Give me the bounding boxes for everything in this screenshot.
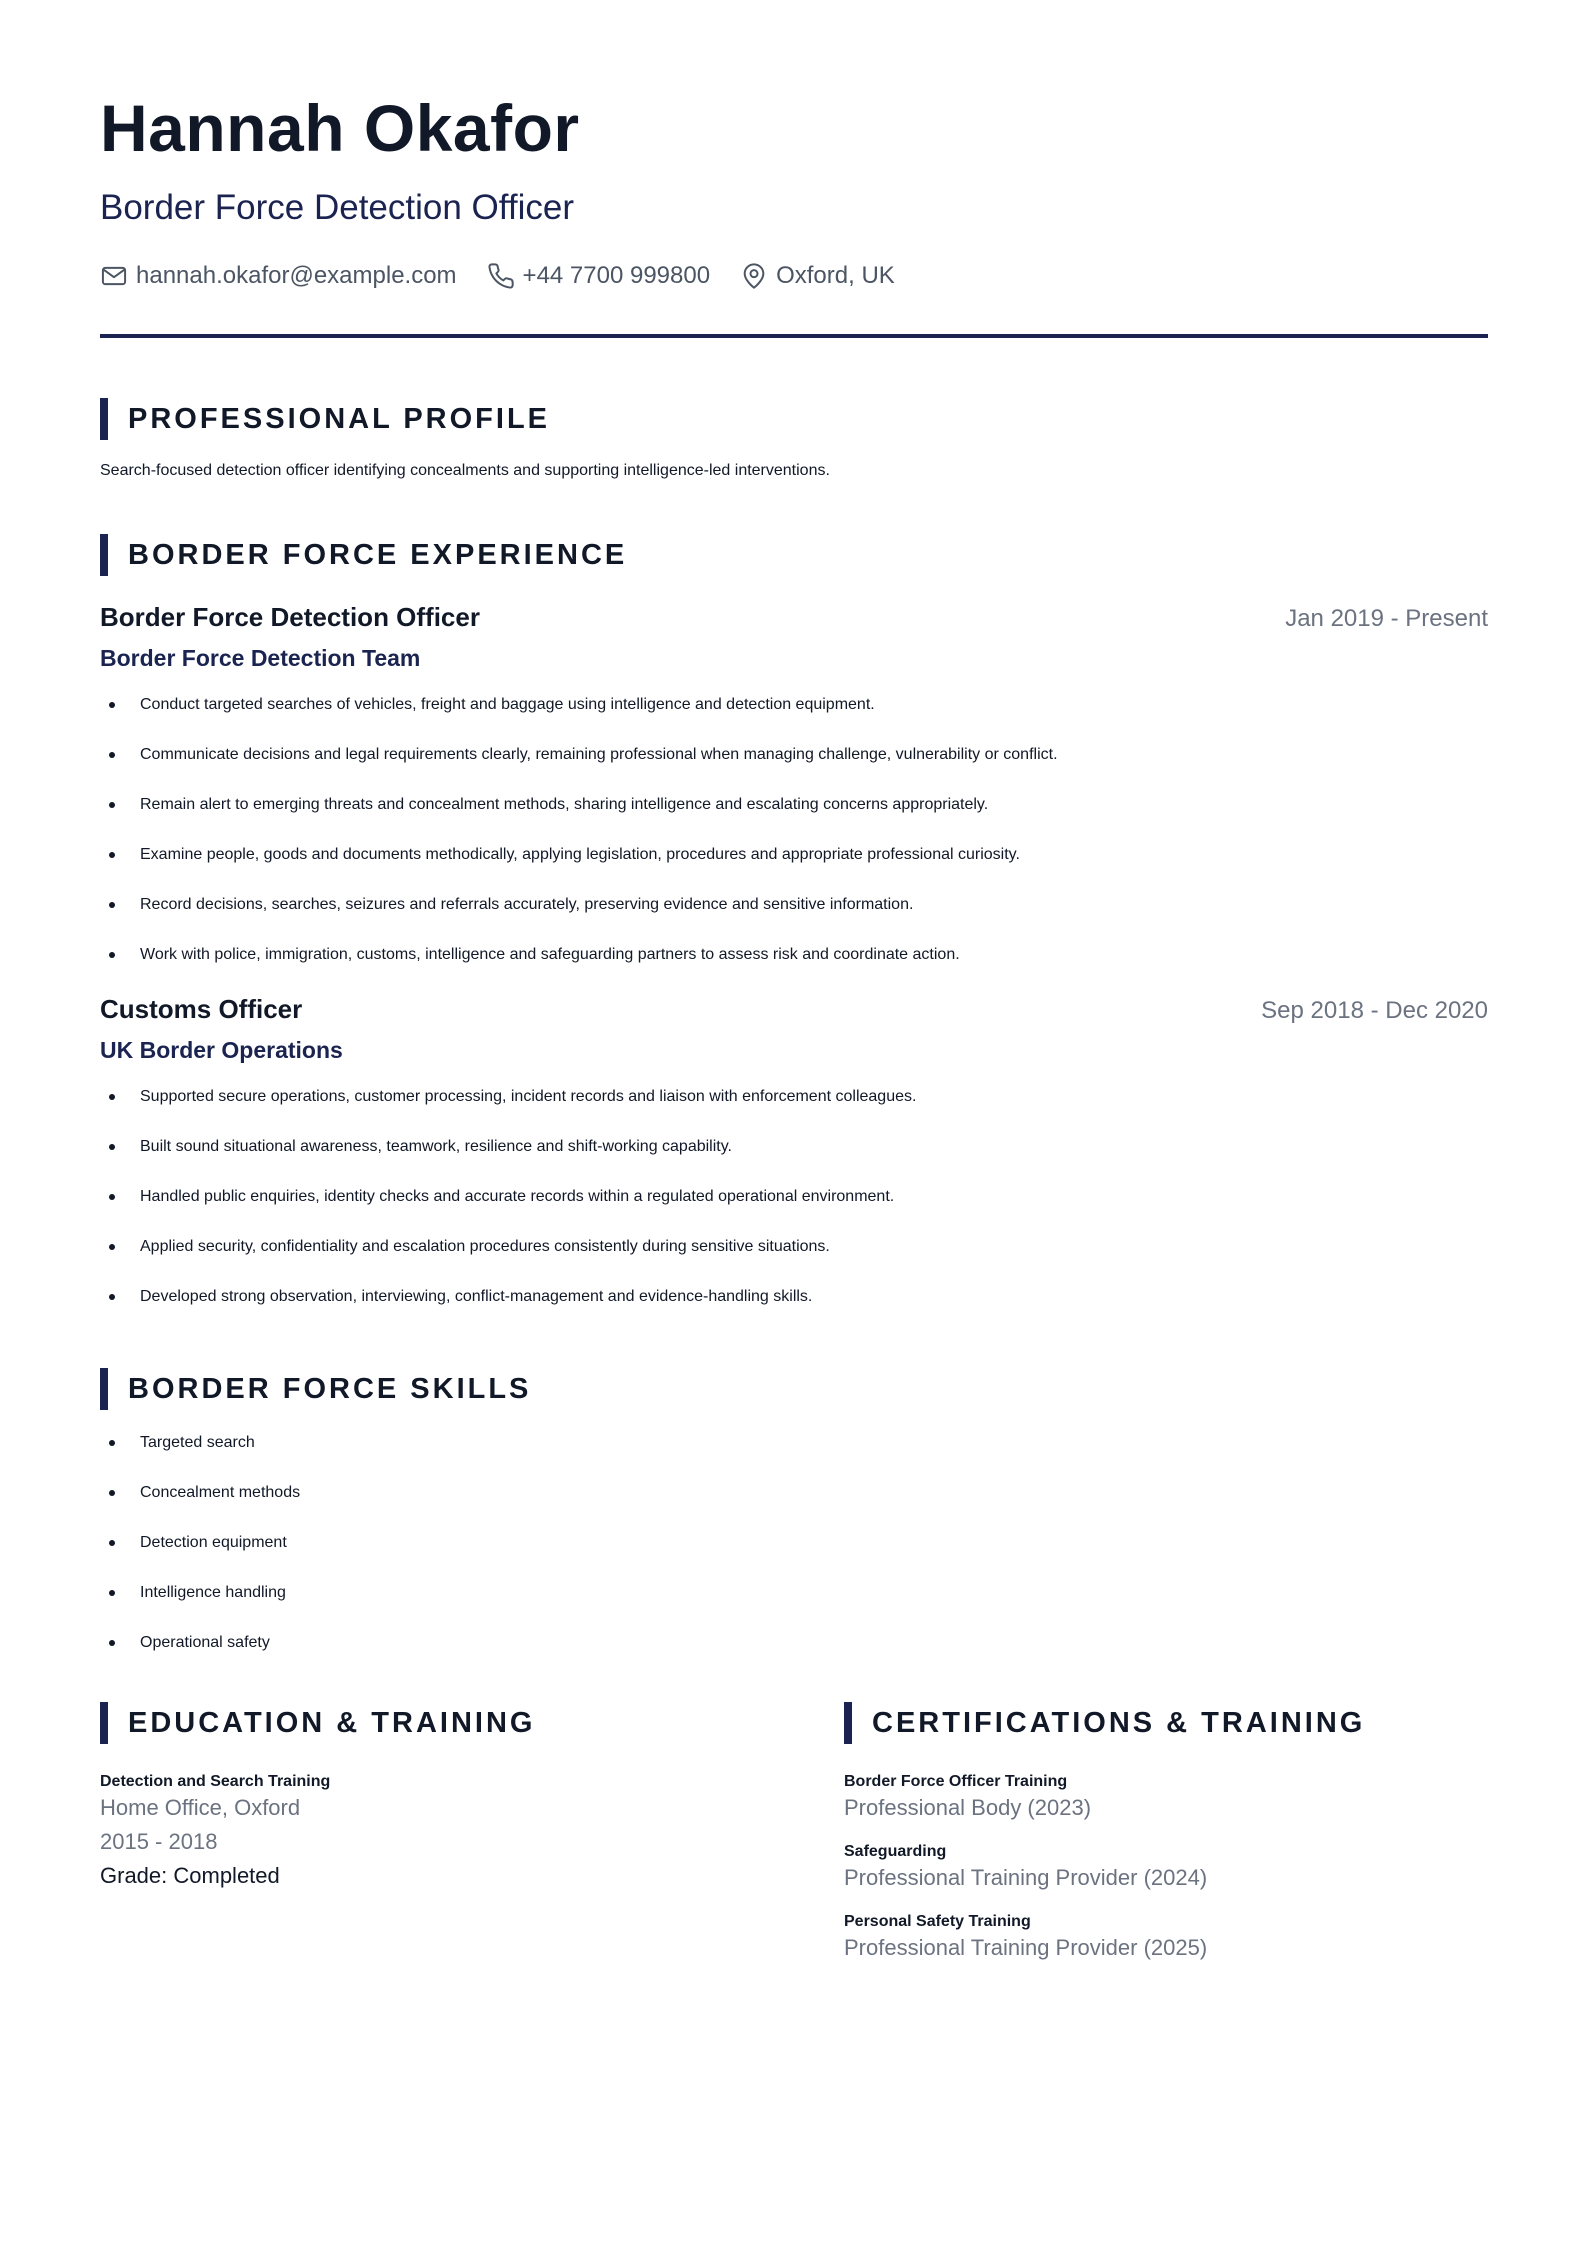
education-entry — [100, 1772, 794, 1892]
contact-info — [100, 260, 1488, 292]
job-dates: Jan 2019 - Present — [1285, 605, 1488, 632]
section-accent-bar — [844, 1702, 852, 1744]
list-item: Record decisions, searches, seizures and referrals accurately, preserving evidence and sensitive information. — [100, 894, 1488, 916]
list-item: Remain alert to emerging threats and concealment methods, sharing intelligence and escalating concerns appropriately. — [100, 794, 1488, 816]
certification-org: Professional Body (2023) — [844, 1795, 1092, 1820]
section-title: PROFESSIONAL PROFILE — [128, 402, 551, 435]
mail-icon — [100, 262, 128, 290]
section-heading — [100, 398, 1488, 440]
contact-phone[interactable] — [487, 260, 711, 292]
list-item: Operational safety — [100, 1632, 1488, 1654]
education-dates: 2015 - 2018 — [100, 1829, 218, 1854]
section-education — [100, 1702, 794, 1964]
certification-entry — [844, 1912, 1488, 1964]
job-entry — [100, 994, 1488, 1308]
section-certifications — [794, 1702, 1488, 1964]
resume-header — [100, 0, 1488, 338]
section-title: BORDER FORCE EXPERIENCE — [128, 538, 628, 571]
section-title: EDUCATION & TRAINING — [128, 1706, 536, 1739]
education-grade: Grade: Completed — [100, 1863, 280, 1888]
section-accent-bar — [100, 1368, 108, 1410]
header-divider — [100, 334, 1488, 338]
skills-list — [100, 1432, 1488, 1654]
job-entry — [100, 602, 1488, 966]
list-item: Examine people, goods and documents methodically, applying legislation, procedures and appropriate professional curiosity. — [100, 844, 1488, 866]
certification-entry — [844, 1772, 1488, 1824]
section-heading — [100, 1368, 1488, 1410]
certification-org: Professional Training Provider (2024) — [844, 1865, 1208, 1890]
phone-text: +44 7700 999800 — [522, 262, 711, 289]
certification-title: Personal Safety Training — [844, 1913, 1031, 1930]
certification-entry — [844, 1842, 1488, 1894]
two-column-section — [100, 1702, 1488, 1964]
job-bullets — [100, 694, 1488, 966]
section-accent-bar — [100, 398, 108, 440]
section-experience — [100, 534, 1488, 1308]
email-text: hannah.okafor@example.com — [136, 262, 457, 289]
list-item: Handled public enquiries, identity checks and accurate records within a regulated operational environment. — [100, 1186, 1488, 1208]
list-item: Intelligence handling — [100, 1582, 1488, 1604]
job-organization: Border Force Detection Team — [100, 645, 421, 671]
list-item: Developed strong observation, interviewing, conflict-management and evidence-handling skills. — [100, 1286, 1488, 1308]
section-profile — [100, 398, 1488, 482]
certification-title: Border Force Officer Training — [844, 1773, 1068, 1790]
list-item: Built sound situational awareness, teamwork, resilience and shift-working capability. — [100, 1136, 1488, 1158]
list-item: Work with police, immigration, customs, intelligence and safeguarding partners to assess risk and coordinate action. — [100, 944, 1488, 966]
section-skills — [100, 1368, 1488, 1654]
list-item: Concealment methods — [100, 1482, 1488, 1504]
job-title: Customs Officer — [100, 994, 303, 1024]
section-heading — [844, 1702, 1488, 1744]
list-item: Communicate decisions and legal requirements clearly, remaining professional when managing challenge, vulnerability or conflict. — [100, 744, 1488, 766]
education-org: Home Office, Oxford — [100, 1795, 301, 1820]
job-organization: UK Border Operations — [100, 1037, 343, 1063]
contact-email[interactable] — [100, 260, 457, 292]
phone-icon — [487, 262, 515, 290]
profile-summary: Search-focused detection officer identifying concealments and supporting intelligence-led interventions. — [100, 462, 830, 479]
contact-location — [740, 260, 895, 292]
section-accent-bar — [100, 534, 108, 576]
map-pin-icon — [740, 262, 768, 290]
section-heading — [100, 1702, 794, 1744]
list-item: Detection equipment — [100, 1532, 1488, 1554]
section-accent-bar — [100, 1702, 108, 1744]
list-item: Applied security, confidentiality and escalation procedures consistently during sensitive situations. — [100, 1236, 1488, 1258]
location-text: Oxford, UK — [776, 262, 895, 289]
certification-org: Professional Training Provider (2025) — [844, 1935, 1208, 1960]
certification-title: Safeguarding — [844, 1843, 947, 1860]
job-dates: Sep 2018 - Dec 2020 — [1261, 997, 1488, 1024]
education-title: Detection and Search Training — [100, 1773, 331, 1790]
section-heading — [100, 534, 1488, 576]
list-item: Conduct targeted searches of vehicles, freight and baggage using intelligence and detection equipment. — [100, 694, 1488, 716]
list-item: Supported secure operations, customer processing, incident records and liaison with enforcement colleagues. — [100, 1086, 1488, 1108]
job-bullets — [100, 1086, 1488, 1308]
section-title: CERTIFICATIONS & TRAINING — [872, 1706, 1366, 1739]
section-title: BORDER FORCE SKILLS — [128, 1372, 532, 1405]
candidate-name: Hannah Okafor — [100, 91, 580, 165]
list-item: Targeted search — [100, 1432, 1488, 1454]
job-title: Border Force Detection Officer — [100, 602, 480, 632]
candidate-title: Border Force Detection Officer — [100, 188, 574, 227]
